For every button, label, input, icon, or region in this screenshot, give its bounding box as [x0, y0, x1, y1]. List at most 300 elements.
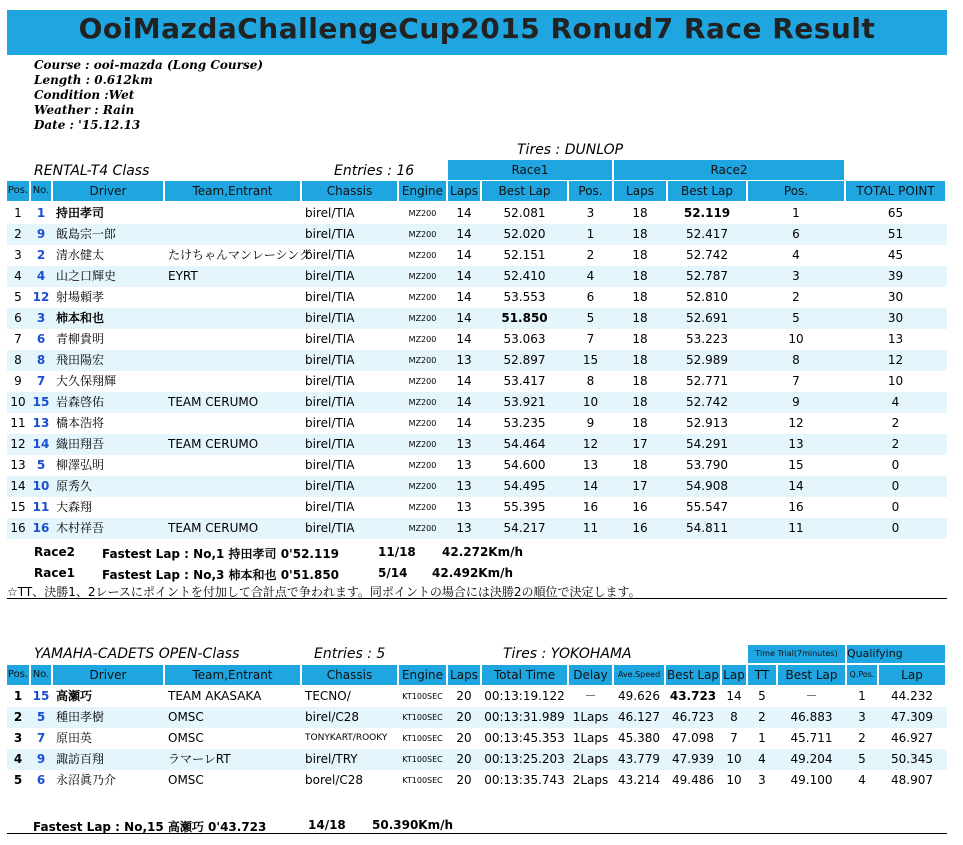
table-cell: 54.600	[503, 458, 546, 472]
table-cell: 20	[456, 689, 472, 703]
table-cell: 14	[456, 269, 472, 283]
table-cell: 8	[730, 710, 738, 724]
table-cell: MZ200	[408, 440, 437, 449]
table-cell	[168, 203, 300, 224]
yamaha-col-header: Best Lap	[778, 665, 845, 685]
table-cell: 10	[582, 395, 599, 409]
yamaha-col-header: Team,Entrant	[165, 665, 300, 685]
table-cell: 49.486	[672, 773, 714, 787]
table-cell: birel/TIA	[305, 395, 355, 409]
table-cell: 4	[792, 248, 800, 262]
table-cell: 47.309	[891, 710, 933, 724]
table-cell: MZ200	[408, 293, 437, 302]
table-cell: 18	[632, 311, 648, 325]
table-cell: 14	[456, 227, 472, 241]
table-cell: 14	[582, 479, 599, 493]
table-cell: 織田翔吾	[56, 437, 105, 451]
table-cell: 13	[887, 332, 904, 346]
table-cell: 6	[36, 332, 46, 346]
table-cell: 岩森啓佑	[56, 395, 105, 409]
table-cell: 18	[632, 374, 648, 388]
race2-fastest-lap: Fastest Lap : No,1 持田孝司 0'52.119	[102, 547, 340, 561]
table-cell: 52.417	[686, 227, 728, 241]
table-cell: 17	[632, 479, 648, 493]
length-info: Length : 0.612km	[34, 73, 153, 87]
table-cell: 14	[456, 374, 472, 388]
table-cell: 54.464	[503, 437, 546, 451]
date-info: Date : '15.12.13	[34, 118, 141, 132]
table-cell: KT100SEC	[402, 755, 443, 764]
table-cell: 12	[10, 437, 26, 451]
table-cell: 3	[36, 311, 46, 325]
rental-col-header: Laps	[448, 181, 480, 201]
race1-label: Race1	[34, 566, 75, 580]
table-cell: 橋本浩将	[56, 416, 105, 430]
table-cell: 2	[586, 248, 595, 262]
table-cell: birel/TIA	[305, 353, 355, 367]
table-cell: MZ200	[408, 314, 437, 323]
rental-class-label: RENTAL-T4 Class	[34, 163, 150, 179]
table-cell: 52.691	[686, 311, 728, 325]
table-cell: 00:13:35.743	[484, 773, 565, 787]
table-cell: 18	[632, 227, 648, 241]
yamaha-col-header: Ave.Speed	[614, 665, 664, 685]
rental-col-header: Best Lap	[482, 181, 567, 201]
table-cell: 14	[456, 290, 472, 304]
table-cell: 65	[887, 206, 904, 220]
table-cell: 54.291	[686, 437, 728, 451]
table-cell: 4	[758, 752, 766, 766]
table-cell: 5	[758, 689, 766, 703]
table-cell: 7	[586, 332, 595, 346]
yamaha-col-header: Total Time	[482, 665, 567, 685]
table-cell: 53.417	[503, 374, 546, 388]
tt-header: Time Trial(7minutes)	[748, 645, 845, 663]
race2-label: Race2	[34, 545, 75, 559]
table-cell: 52.742	[686, 395, 728, 409]
table-cell: 45.711	[790, 731, 833, 745]
table-cell: 3	[13, 731, 23, 745]
table-cell: 13	[10, 458, 26, 472]
table-cell: 51	[887, 227, 904, 241]
table-cell: 15	[32, 689, 50, 703]
table-cell: 15	[582, 353, 599, 367]
rental-col-header: Driver	[53, 181, 163, 201]
table-cell: birel/TIA	[305, 416, 355, 430]
table-cell: MZ200	[408, 482, 437, 491]
table-cell: birel/TIA	[305, 332, 355, 346]
table-cell: MZ200	[408, 272, 437, 281]
table-cell: 10	[726, 773, 742, 787]
table-cell: birel/TRY	[305, 752, 358, 766]
table-cell: 15	[10, 500, 26, 514]
weather-info: Weather : Rain	[34, 103, 135, 117]
table-cell: 52.787	[686, 269, 728, 283]
table-cell: 清水健太	[56, 248, 105, 262]
table-cell: KT100SEC	[402, 776, 443, 785]
table-cell: 52.810	[686, 290, 728, 304]
table-cell: 17	[632, 437, 648, 451]
table-cell: TEAM CERUMO	[168, 521, 259, 535]
table-cell: 5	[14, 290, 22, 304]
table-cell: birel/C28	[305, 710, 360, 724]
table-cell: 柿本和也	[56, 311, 105, 325]
table-cell: 12	[788, 416, 804, 430]
table-cell: 14	[456, 332, 472, 346]
table-cell: 52.897	[503, 353, 546, 367]
table-cell: MZ200	[408, 398, 437, 407]
qualifying-header: Qualifying	[847, 645, 945, 663]
table-cell: 10	[887, 374, 904, 388]
table-cell: 2Laps	[572, 752, 609, 766]
table-cell: 49.100	[790, 773, 833, 787]
yamaha-class-label: YAMAHA-CADETS OPEN-Class	[34, 646, 240, 662]
table-cell: 3	[758, 773, 766, 787]
table-cell: 53.921	[503, 395, 546, 409]
table-cell: 10	[788, 332, 804, 346]
yamaha-tires: Tires : YOKOHAMA	[503, 646, 632, 662]
table-cell: 1	[36, 206, 46, 220]
table-cell: 4	[13, 752, 23, 766]
yamaha-col-header: Q.Pos.	[847, 665, 877, 685]
table-cell: birel/TIA	[305, 500, 355, 514]
table-cell: 10	[32, 479, 50, 493]
table-cell: 山之口輝史	[56, 269, 117, 283]
table-cell: 高瀬巧	[56, 689, 93, 703]
table-cell: 1	[758, 731, 766, 745]
table-cell: 7	[36, 731, 46, 745]
table-cell: 1Laps	[572, 731, 609, 745]
table-cell: 18	[632, 332, 648, 346]
table-cell: 13	[456, 479, 472, 493]
table-cell: 14	[456, 311, 472, 325]
bottom-divider	[7, 833, 947, 834]
table-cell: KT100SEC	[402, 713, 443, 722]
table-cell: 49.626	[618, 689, 660, 703]
table-cell: 55.547	[686, 500, 728, 514]
table-cell: 14	[456, 206, 472, 220]
divider	[7, 598, 947, 599]
table-cell: 4	[891, 395, 900, 409]
table-cell: 3	[14, 248, 22, 262]
table-cell: 00:13:45.353	[484, 731, 565, 745]
table-cell: 3	[858, 710, 866, 724]
race1-fastest-laps: 5/14	[378, 566, 408, 580]
table-cell: 14	[726, 689, 742, 703]
yamaha-col-header: Best Lap	[666, 665, 720, 685]
rental-col-header: TOTAL POINT	[846, 181, 945, 201]
table-cell: －	[584, 689, 597, 703]
race2-header: Race2	[614, 160, 844, 180]
table-cell: MZ200	[408, 461, 437, 470]
table-cell: 52.081	[503, 206, 546, 220]
table-cell: 4	[858, 773, 866, 787]
table-cell: 4	[36, 269, 46, 283]
table-cell: 5	[792, 311, 800, 325]
table-cell: 飯島宗一郎	[56, 227, 117, 241]
table-cell: KT100SEC	[402, 692, 443, 701]
table-cell: 6	[792, 227, 800, 241]
table-cell: 柳澤弘明	[56, 458, 105, 472]
table-cell: 13	[456, 521, 472, 535]
table-cell: 45.380	[618, 731, 660, 745]
table-cell: 1	[14, 206, 22, 220]
table-cell: 45	[887, 248, 904, 262]
yamaha-col-header: Laps	[448, 665, 480, 685]
table-cell: 2	[891, 416, 900, 430]
table-cell: TEAM CERUMO	[168, 437, 259, 451]
table-cell: 11	[582, 521, 599, 535]
table-cell: 47.098	[672, 731, 714, 745]
table-cell: TEAM AKASAKA	[168, 689, 262, 703]
table-cell: 8	[14, 353, 22, 367]
table-cell: 53.223	[686, 332, 728, 346]
table-cell: 7	[14, 332, 22, 346]
table-cell: 52.771	[686, 374, 728, 388]
yamaha-fastest-lap: Fastest Lap : No,15 高瀬巧 0'43.723	[33, 820, 267, 834]
table-cell: 13	[456, 353, 472, 367]
rental-col-header: Pos.	[748, 181, 844, 201]
table-cell	[168, 350, 300, 371]
table-cell: 13	[788, 437, 804, 451]
table-cell: 6	[36, 773, 46, 787]
table-cell: OMSC	[168, 710, 204, 724]
table-cell: 飛田陽宏	[56, 353, 105, 367]
table-cell: 30	[887, 290, 904, 304]
table-cell: 18	[632, 395, 648, 409]
table-cell: 54.495	[503, 479, 546, 493]
table-cell: 43.723	[669, 689, 717, 703]
yamaha-fastest-speed: 50.390Km/h	[372, 818, 454, 832]
table-cell: 2	[891, 437, 900, 451]
table-cell: MZ200	[408, 377, 437, 386]
table-cell: 5	[586, 311, 595, 325]
table-cell: 12	[582, 437, 599, 451]
yamaha-fastest-laps: 14/18	[308, 818, 346, 832]
yamaha-col-header: TT	[748, 665, 776, 685]
table-cell: 2Laps	[572, 773, 609, 787]
table-cell: 諏訪百翔	[56, 752, 105, 766]
table-cell: 9	[586, 416, 595, 430]
table-cell: 52.119	[683, 206, 731, 220]
table-cell: 4	[14, 269, 22, 283]
table-cell: 11	[10, 416, 26, 430]
table-cell: 4	[586, 269, 595, 283]
table-cell: borel/C28	[305, 773, 364, 787]
table-cell: 6	[14, 311, 22, 325]
points-note: ☆TT、決勝1、2レースにポイントを付加して合計点で争われます。同ポイントの場合には決勝2の順位で決定します。	[7, 585, 641, 599]
race1-header: Race1	[448, 160, 612, 180]
table-cell: 18	[632, 248, 648, 262]
table-cell: 18	[632, 290, 648, 304]
table-cell: 20	[456, 752, 472, 766]
table-cell: ラマーレRT	[168, 752, 231, 766]
table-cell: birel/TIA	[305, 311, 355, 325]
rental-col-header: Best Lap	[668, 181, 746, 201]
table-cell: 53.790	[686, 458, 728, 472]
table-cell: 52.151	[503, 248, 546, 262]
table-cell: MZ200	[408, 524, 437, 533]
table-cell: 11	[788, 521, 804, 535]
table-cell: 47.939	[672, 752, 714, 766]
table-cell: 5	[858, 752, 866, 766]
table-cell: 18	[632, 206, 648, 220]
course-info: Course : ooi-mazda (Long Course)	[34, 58, 264, 72]
table-cell: 16	[632, 521, 648, 535]
table-cell: 16	[582, 500, 599, 514]
table-cell: 49.204	[790, 752, 833, 766]
table-cell: birel/TIA	[305, 479, 355, 493]
table-cell: 9	[36, 752, 46, 766]
table-cell: 54.217	[503, 521, 546, 535]
yamaha-entries: Entries : 5	[314, 646, 386, 662]
table-cell: birel/TIA	[305, 269, 355, 283]
table-cell: KT100SEC	[402, 734, 443, 743]
table-cell: 7	[792, 374, 800, 388]
table-cell: 木村祥吾	[56, 521, 105, 535]
table-cell	[168, 371, 300, 392]
table-cell: 14	[456, 416, 472, 430]
table-cell: 16	[10, 521, 26, 535]
table-cell: 6	[586, 290, 595, 304]
table-cell: 2	[14, 227, 22, 241]
table-cell: 種田孝樹	[56, 710, 105, 724]
table-cell: 20	[456, 731, 472, 745]
yamaha-col-header: Lap	[722, 665, 746, 685]
table-cell: 青柳貴明	[56, 332, 105, 346]
table-cell: birel/TIA	[305, 437, 355, 451]
table-cell: 00:13:25.203	[484, 752, 565, 766]
table-cell: 2	[36, 248, 46, 262]
table-cell: birel/TIA	[305, 248, 355, 262]
table-cell: 0	[891, 458, 900, 472]
table-cell: 00:13:19.122	[484, 689, 565, 703]
table-cell: 00:13:31.989	[484, 710, 565, 724]
rental-col-header: Chassis	[302, 181, 397, 201]
table-cell: 50.345	[891, 752, 933, 766]
table-cell: 7	[36, 374, 46, 388]
table-cell	[168, 497, 300, 518]
table-cell: 10	[10, 395, 26, 409]
table-cell: 14	[788, 479, 804, 493]
table-cell: 1	[858, 689, 866, 703]
table-cell: 52.913	[686, 416, 728, 430]
table-cell	[168, 476, 300, 497]
table-cell: 5	[13, 773, 23, 787]
page-title: OoiMazdaChallengeCup2015 Ronud7 Race Result	[78, 12, 876, 45]
yamaha-col-header: Chassis	[302, 665, 397, 685]
table-cell: 52.742	[686, 248, 728, 262]
table-cell: 原秀久	[56, 479, 93, 493]
table-cell: 9	[792, 395, 800, 409]
table-cell: 52.989	[686, 353, 728, 367]
table-cell: 18	[632, 269, 648, 283]
table-cell: 8	[36, 353, 46, 367]
table-cell: 16	[632, 500, 648, 514]
yamaha-col-header: Lap	[879, 665, 945, 685]
table-cell: 14	[456, 395, 472, 409]
yamaha-col-header: Delay	[569, 665, 612, 685]
rental-tires: Tires : DUNLOP	[517, 142, 624, 158]
table-cell: たけちゃんマンレーシング	[168, 248, 311, 262]
yamaha-col-header: Engine	[399, 665, 446, 685]
table-cell: 2	[792, 290, 800, 304]
table-cell: 13	[456, 458, 472, 472]
table-cell	[168, 455, 300, 476]
table-cell: 3	[792, 269, 800, 283]
table-cell: 18	[632, 416, 648, 430]
rental-col-header: Pos.	[7, 181, 29, 201]
table-cell: MZ200	[408, 335, 437, 344]
table-cell: MZ200	[408, 356, 437, 365]
table-cell: birel/TIA	[305, 227, 355, 241]
table-cell: 12	[32, 290, 50, 304]
table-cell: 52.020	[503, 227, 546, 241]
rental-col-header: Engine	[399, 181, 446, 201]
table-cell: 44.232	[891, 689, 933, 703]
table-cell: －	[805, 689, 818, 703]
rental-entries: Entries : 16	[334, 163, 415, 179]
table-cell: 43.779	[618, 752, 660, 766]
table-cell: 13	[456, 500, 472, 514]
table-cell: 0	[891, 479, 900, 493]
table-cell: 1Laps	[572, 710, 609, 724]
race1-fastest-speed: 42.492Km/h	[432, 566, 514, 580]
table-cell: 18	[632, 353, 648, 367]
table-cell: 11	[32, 500, 50, 514]
table-cell: 14	[10, 479, 26, 493]
table-cell: 1	[586, 227, 595, 241]
table-cell	[168, 329, 300, 350]
rental-col-header: Pos.	[569, 181, 612, 201]
table-cell: 12	[887, 353, 904, 367]
table-cell: 10	[726, 752, 742, 766]
table-cell: 52.410	[503, 269, 546, 283]
rental-col-header: No.	[31, 181, 51, 201]
race2-fastest-speed: 42.272Km/h	[442, 545, 524, 559]
table-cell: 18	[632, 458, 648, 472]
table-cell: 1	[13, 689, 23, 703]
table-cell: 射場頼孝	[56, 290, 105, 304]
condition-info: Condition :Wet	[34, 88, 135, 102]
table-cell: 8	[586, 374, 595, 388]
table-cell: MZ200	[408, 251, 437, 260]
table-cell	[168, 308, 300, 329]
table-cell: 9	[36, 227, 46, 241]
yamaha-col-header: Driver	[53, 665, 163, 685]
table-cell: 30	[887, 311, 904, 325]
table-cell: birel/TIA	[305, 521, 355, 535]
table-cell: 20	[456, 710, 472, 724]
table-cell: TECNO/	[305, 689, 351, 703]
yamaha-col-header: No.	[31, 665, 51, 685]
table-cell: 5	[36, 458, 46, 472]
rental-col-header: Laps	[614, 181, 666, 201]
table-cell: 16	[32, 521, 50, 535]
race2-fastest-laps: 11/18	[378, 545, 416, 559]
table-cell: 13	[32, 416, 50, 430]
table-cell: birel/TIA	[305, 290, 355, 304]
table-cell: 55.395	[503, 500, 546, 514]
table-cell: TONYKART/ROOKY	[305, 733, 388, 743]
table-cell: MZ200	[408, 419, 437, 428]
table-cell: 46.883	[790, 710, 833, 724]
table-cell: 1	[792, 206, 800, 220]
table-cell	[168, 287, 300, 308]
table-cell: 54.908	[686, 479, 728, 493]
table-cell: 53.553	[503, 290, 546, 304]
table-cell: 大久保翔輝	[56, 374, 117, 388]
